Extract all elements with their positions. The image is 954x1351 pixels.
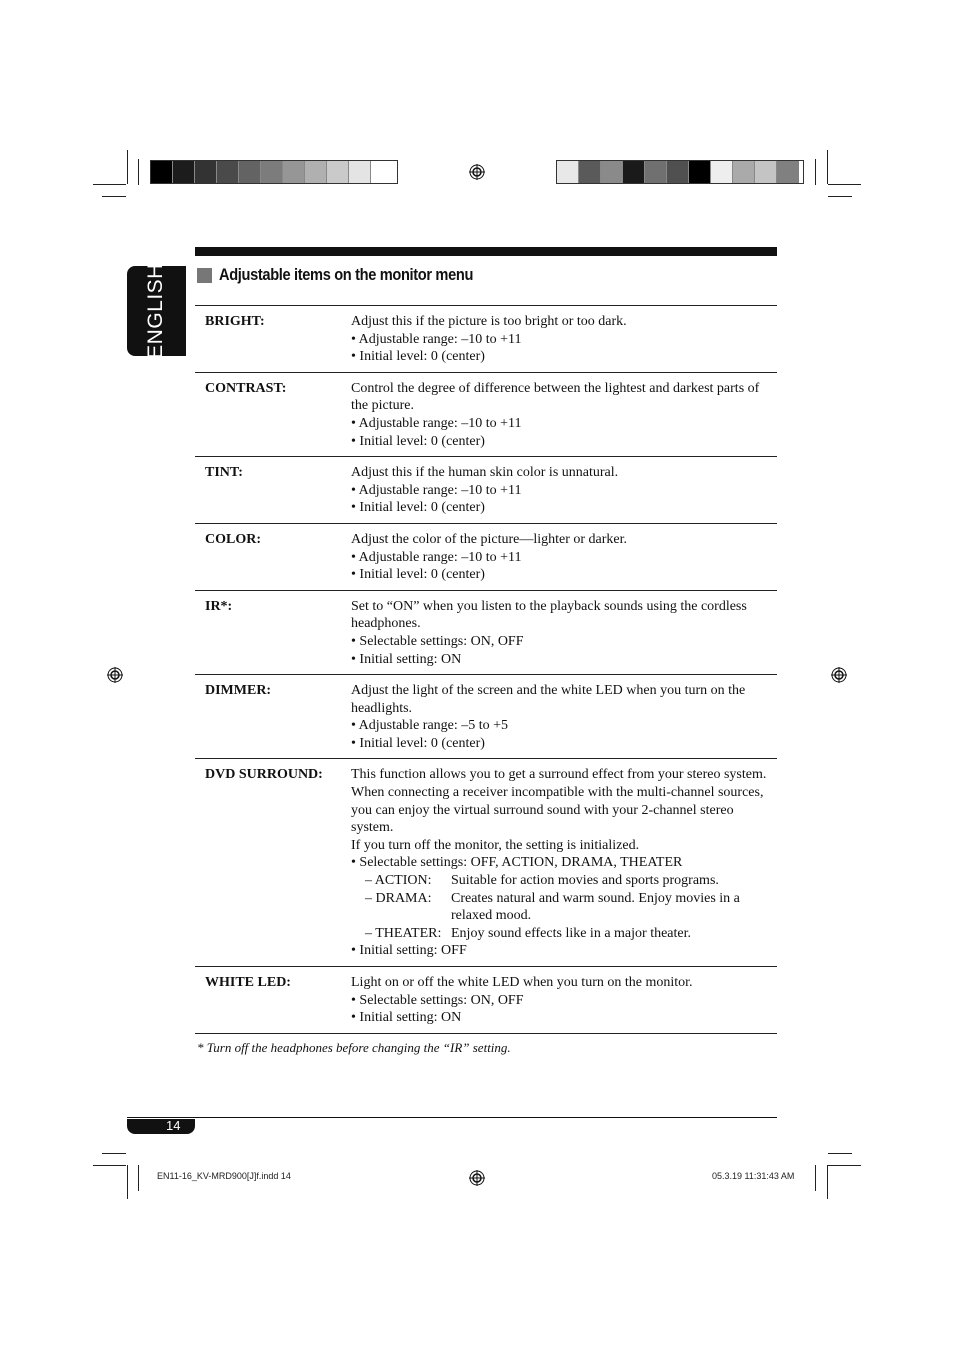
setting-row bbox=[195, 457, 777, 524]
bullet-item: • Selectable settings: OFF, ACTION, DRAMA, THEATER bbox=[351, 855, 683, 871]
setting-row bbox=[195, 524, 777, 591]
setting-row bbox=[195, 759, 777, 967]
sub-option bbox=[351, 925, 771, 943]
crop-mark bbox=[127, 150, 128, 184]
page-number-tab bbox=[127, 1119, 195, 1134]
crop-mark bbox=[827, 1165, 828, 1199]
crop-mark bbox=[102, 1153, 126, 1154]
description-line: Adjust the color of the picture—lighter or darker. bbox=[351, 531, 628, 547]
setting-row bbox=[195, 675, 777, 759]
color-swatch bbox=[217, 161, 239, 183]
sub-option bbox=[351, 890, 771, 925]
color-swatch bbox=[173, 161, 195, 183]
crop-mark bbox=[815, 1165, 816, 1191]
crop-mark bbox=[828, 196, 852, 197]
sub-option-value: Enjoy sound effects like in a major theater. bbox=[451, 925, 692, 941]
slug-timestamp: 05.3.19 11:31:43 AM bbox=[712, 1171, 795, 1181]
slug-filename: EN11-16_KV-MRD900[J]f.indd 14 bbox=[157, 1171, 291, 1181]
color-swatch bbox=[261, 161, 283, 183]
sub-option-key: – THEATER: bbox=[365, 925, 442, 941]
color-swatch bbox=[689, 161, 711, 183]
setting-description bbox=[351, 974, 771, 1027]
setting-label: BRIGHT: bbox=[205, 314, 265, 329]
setting-label: DVD SURROUND: bbox=[205, 767, 323, 783]
color-swatch bbox=[601, 161, 623, 183]
setting-description bbox=[351, 313, 771, 366]
color-swatch bbox=[371, 161, 393, 183]
color-swatch bbox=[557, 161, 579, 183]
bullet-item: • Adjustable range: –5 to +5 bbox=[351, 718, 509, 734]
registration-mark-icon bbox=[469, 1170, 485, 1186]
color-swatch bbox=[239, 161, 261, 183]
settings-table bbox=[195, 305, 777, 1034]
section-title: Adjustable items on the monitor menu bbox=[219, 265, 474, 284]
setting-description bbox=[351, 682, 771, 752]
sub-option-key: – DRAMA: bbox=[365, 890, 432, 906]
footer-rule bbox=[127, 1117, 777, 1118]
color-swatch bbox=[777, 161, 799, 183]
description-line: Adjust this if the human skin color is unnatural. bbox=[351, 465, 619, 481]
color-swatch bbox=[327, 161, 349, 183]
crop-mark bbox=[828, 184, 861, 185]
bullet-item: • Initial level: 0 (center) bbox=[351, 433, 485, 449]
color-swatch bbox=[711, 161, 733, 183]
color-swatch bbox=[349, 161, 371, 183]
color-swatch bbox=[755, 161, 777, 183]
description-line: Set to “ON” when you listen to the playback sounds using the cordless headphones. bbox=[351, 598, 747, 632]
color-swatch bbox=[645, 161, 667, 183]
bullet-item: • Initial setting: ON bbox=[351, 651, 462, 667]
color-calibration-strip-left bbox=[150, 160, 398, 184]
sub-option-key: – ACTION: bbox=[365, 873, 432, 889]
bullet-item: • Initial setting: OFF bbox=[351, 943, 467, 959]
bullet-item: • Initial setting: ON bbox=[351, 1010, 462, 1026]
crop-mark bbox=[828, 1165, 861, 1166]
crop-mark bbox=[815, 159, 816, 185]
setting-label: IR*: bbox=[205, 598, 233, 614]
setting-label: DIMMER: bbox=[205, 683, 272, 699]
description-line: Adjust this if the picture is too bright or too dark. bbox=[351, 314, 627, 329]
crop-mark bbox=[827, 150, 828, 184]
setting-row bbox=[195, 967, 777, 1034]
color-swatch bbox=[579, 161, 601, 183]
description-line: If you turn off the monitor, the setting is initialized. bbox=[351, 837, 640, 853]
bullet-item: • Initial level: 0 (center) bbox=[351, 735, 485, 751]
description-line: Light on or off the white LED when you turn on the monitor. bbox=[351, 975, 693, 990]
sub-option-value: Suitable for action movies and sports programs. bbox=[451, 873, 719, 889]
setting-label: COLOR: bbox=[205, 531, 261, 547]
setting-description bbox=[351, 766, 771, 960]
bullet-item: • Initial level: 0 (center) bbox=[351, 349, 485, 365]
section-heading bbox=[197, 265, 514, 285]
setting-description bbox=[351, 380, 771, 450]
setting-row bbox=[195, 306, 777, 373]
description-line: This function allows you to get a surround effect from your stereo system. When connecting a receiver incompatible with the multi-channel sources, you can enjoy the virtual surround sound with your 2-channel stereo system. bbox=[351, 767, 767, 836]
color-swatch bbox=[151, 161, 173, 183]
setting-label: CONTRAST: bbox=[205, 380, 287, 396]
crop-mark bbox=[138, 159, 139, 185]
color-swatch bbox=[623, 161, 645, 183]
setting-label: TINT: bbox=[205, 465, 243, 481]
color-swatch bbox=[195, 161, 217, 183]
bullet-item: • Adjustable range: –10 to +11 bbox=[351, 331, 522, 347]
description-line: Adjust the light of the screen and the white LED when you turn on the headlights. bbox=[351, 683, 746, 716]
color-swatch bbox=[283, 161, 305, 183]
bullet-item: • Selectable settings: ON, OFF bbox=[351, 633, 524, 649]
setting-row bbox=[195, 373, 777, 457]
registration-mark-icon bbox=[831, 667, 847, 683]
footnote: * Turn off the headphones before changing the “IR” setting. bbox=[197, 1040, 511, 1055]
description-line: Control the degree of difference between the lightest and darkest parts of the picture. bbox=[351, 380, 760, 414]
bullet-item: • Adjustable range: –10 to +11 bbox=[351, 549, 522, 565]
bullet-item: • Adjustable range: –10 to +11 bbox=[351, 415, 522, 431]
section-top-bar bbox=[195, 247, 777, 256]
color-swatch bbox=[733, 161, 755, 183]
crop-mark bbox=[127, 1165, 128, 1199]
color-calibration-strip-right bbox=[556, 160, 804, 184]
bullet-item: • Adjustable range: –10 to +11 bbox=[351, 482, 522, 498]
sub-option bbox=[351, 872, 771, 890]
bullet-item: • Initial level: 0 (center) bbox=[351, 500, 485, 516]
crop-mark bbox=[93, 1165, 126, 1166]
crop-mark bbox=[138, 1165, 139, 1191]
setting-label: WHITE LED: bbox=[205, 975, 291, 990]
setting-description bbox=[351, 464, 771, 517]
setting-row bbox=[195, 591, 777, 675]
setting-description bbox=[351, 531, 771, 584]
heading-square-icon bbox=[197, 268, 212, 283]
bullet-item: • Initial level: 0 (center) bbox=[351, 567, 485, 583]
crop-mark bbox=[102, 196, 126, 197]
bullet-item: • Selectable settings: ON, OFF bbox=[351, 992, 524, 1008]
registration-mark-icon bbox=[107, 667, 123, 683]
color-swatch bbox=[667, 161, 689, 183]
crop-mark bbox=[828, 1153, 852, 1154]
language-tab-label: ENGLISH bbox=[144, 263, 167, 359]
page-number: 14 bbox=[166, 1118, 181, 1133]
crop-mark bbox=[93, 184, 126, 185]
setting-description bbox=[351, 598, 771, 668]
registration-mark-icon bbox=[469, 164, 485, 180]
sub-option-value: Creates natural and warm sound. Enjoy movies in a relaxed mood. bbox=[451, 890, 740, 924]
color-swatch bbox=[305, 161, 327, 183]
